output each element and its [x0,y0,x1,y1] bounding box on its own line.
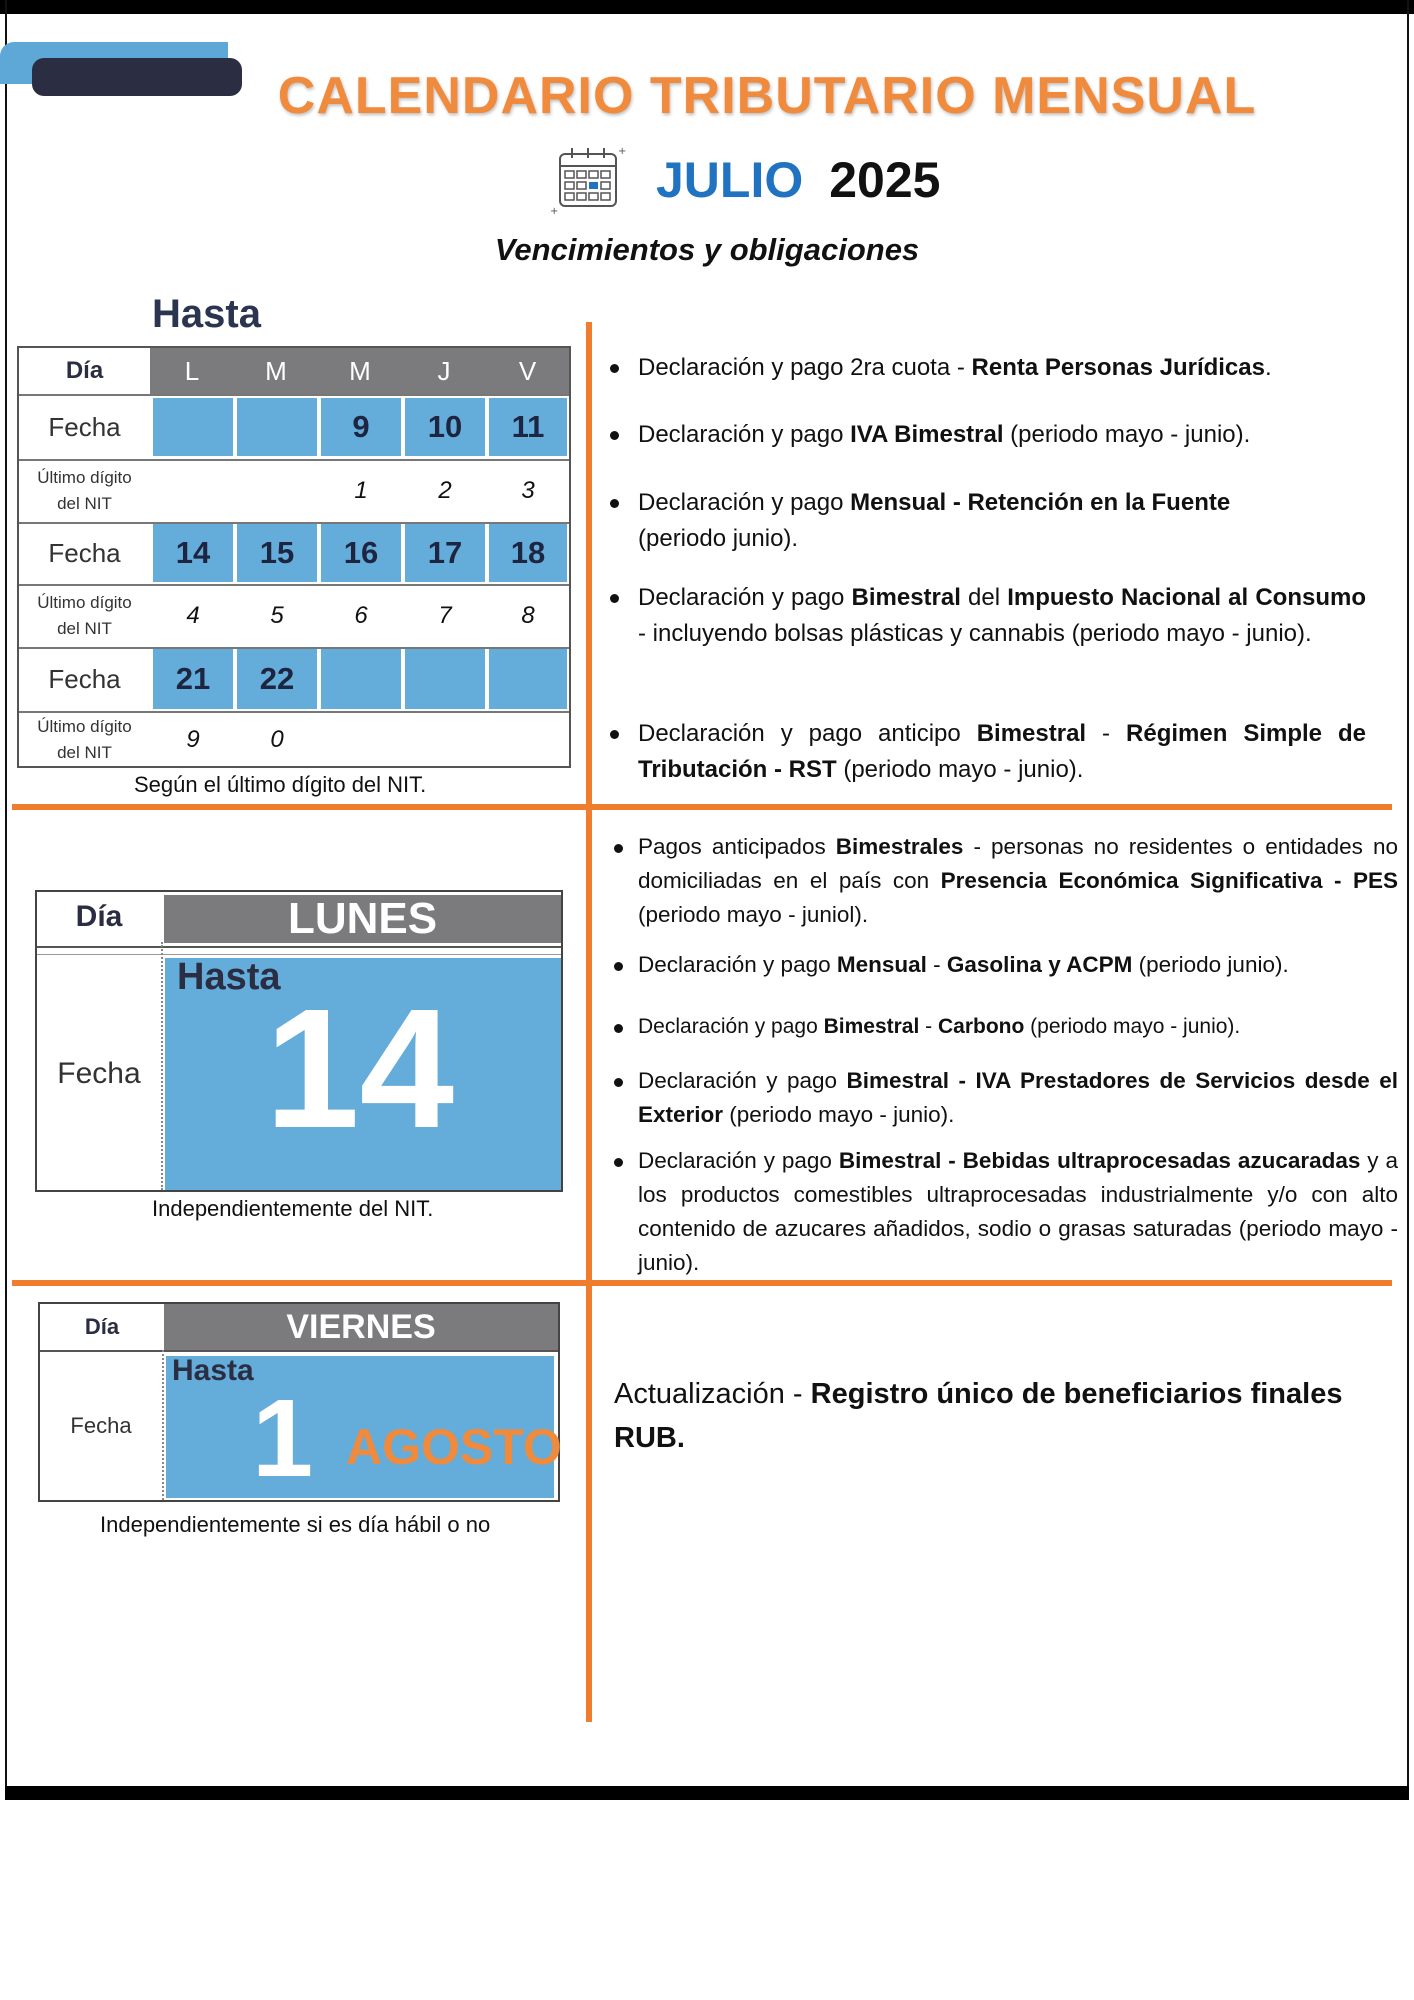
lunes-box [35,890,563,1192]
digit-cell: 9 [186,726,200,753]
weekday-header: VIERNES [164,1304,558,1350]
dia-label: Día [65,357,104,384]
month-label: JULIO [656,152,804,208]
date-cell: 10 [405,398,485,456]
bottom-border [5,1786,1409,1800]
date-cell [153,398,233,456]
digit-cell: 5 [270,602,284,629]
date-cell: 21 [153,649,233,709]
date-cell: 9 [321,398,401,456]
weekday-l: L [184,355,200,386]
date-cell: 22 [237,649,317,709]
obligation-item: Declaración y pago IVA Bimestral (periodo mayo - junio). [638,417,1250,453]
digit-cell: 4 [186,602,200,629]
obligation-item: Pagos anticipados Bimestrales - personas no residentes o entidades no domiciliadas en el país con Presencia Económica Significativa - PES (periodo mayo - juniol). [638,830,1398,932]
obligation-item: Declaración y pago 2ra cuota - Renta Personas Jurídicas. [638,350,1272,386]
page-subtitle: Vencimientos y obligaciones [494,232,920,267]
fecha-label: Fecha [70,1413,132,1438]
hasta-label: Hasta [177,956,281,998]
date-block [165,958,561,1190]
fecha-label: Fecha [48,411,121,442]
date-block [166,1354,562,1500]
calendar-icon [550,144,626,216]
section1-caption: Según el último dígito del NIT. [134,772,427,797]
date-cell [489,649,567,709]
dia-label: Día [75,900,123,933]
obligation-item: Declaración y pago Bimestral - IVA Prestadores de Servicios desde el Exterior (periodo mayo - junio). [638,1064,1398,1132]
digit-cell: 8 [521,602,535,629]
digit-cell: 1 [354,477,368,504]
month-header [550,140,940,220]
digit-cell: 2 [438,477,452,504]
svg-text:+: + [550,206,559,216]
nit-calendar-grid [17,346,571,768]
ultimo-digito-label: Último dígito del NIT [37,468,132,513]
horizontal-divider-1 [12,804,1392,810]
weekday-j: J [437,355,451,386]
digit-cell: 0 [270,726,284,753]
section3-caption: Independientemente si es día hábil o no [100,1512,491,1537]
fecha-label: Fecha [57,1057,141,1090]
viernes-box [38,1302,560,1502]
date-cell: 18 [489,524,567,582]
date-cell: 11 [489,398,567,456]
date-cell [321,649,401,709]
fecha-label: Fecha [48,537,121,568]
section2-caption: Independientemente del NIT. [152,1196,434,1221]
page-title: CALENDARIO TRIBUTARIO MENSUAL [277,67,1257,125]
weekday-m1: M [265,355,287,386]
year-label: 2025 [829,152,941,208]
digit-cell: 7 [438,602,452,629]
horizontal-divider-2 [12,1280,1392,1286]
date-cell: 15 [237,524,317,582]
weekday-v: V [518,355,537,386]
hasta-label: Hasta [172,1354,254,1387]
weekday-header: LUNES [164,895,561,943]
svg-text:+: + [618,146,626,157]
digit-cell [153,461,233,521]
obligation-item: Declaración y pago Mensual - Retención en la Fuente (periodo junio). [638,485,1298,557]
date-cell: 16 [321,524,401,582]
month-label: AGOSTO [346,1419,562,1475]
hasta-label: Hasta [152,292,261,336]
fecha-label: Fecha [48,663,121,694]
digit-cell [237,461,317,521]
date-cell: 14 [153,524,233,582]
dia-label: Día [84,1314,120,1339]
digit-cell: 3 [521,477,535,504]
date-cell [237,398,317,456]
obligation-item: Declaración y pago Bimestral del Impuesto Nacional al Consumo - incluyendo bolsas plásticas y cannabis (periodo mayo - junio). [638,580,1366,652]
digit-cell: 6 [354,602,368,629]
obligation-item: Declaración y pago Bimestral - Bebidas ultraprocesadas azucaradas y a los productos comestibles ultraprocesadas industrialmente y/o con alto contenido de azucares añadidos, sodio o grasas saturadas (periodo mayo - junio). [638,1144,1398,1280]
obligation-item: Declaración y pago Bimestral - Carbono (periodo mayo - junio). [638,1010,1398,1044]
vertical-divider [586,322,592,1722]
date-cell [405,649,485,709]
date-cell: 17 [405,524,485,582]
obligation-item: Declaración y pago anticipo Bimestral - Régimen Simple de Tributación - RST (periodo mayo - junio). [638,716,1366,788]
weekday-m2: M [349,355,371,386]
ultimo-digito-label: Último dígito del NIT [37,593,132,638]
ultimo-digito-label: Último dígito del NIT [37,717,132,762]
obligation-item: Declaración y pago Mensual - Gasolina y ACPM (periodo junio). [638,948,1398,982]
day-number: 14 [265,974,455,1164]
section3-obligation: Actualización - Registro único de beneficiarios finales RUB. [614,1378,1343,1454]
day-number: 1 [252,1377,314,1500]
